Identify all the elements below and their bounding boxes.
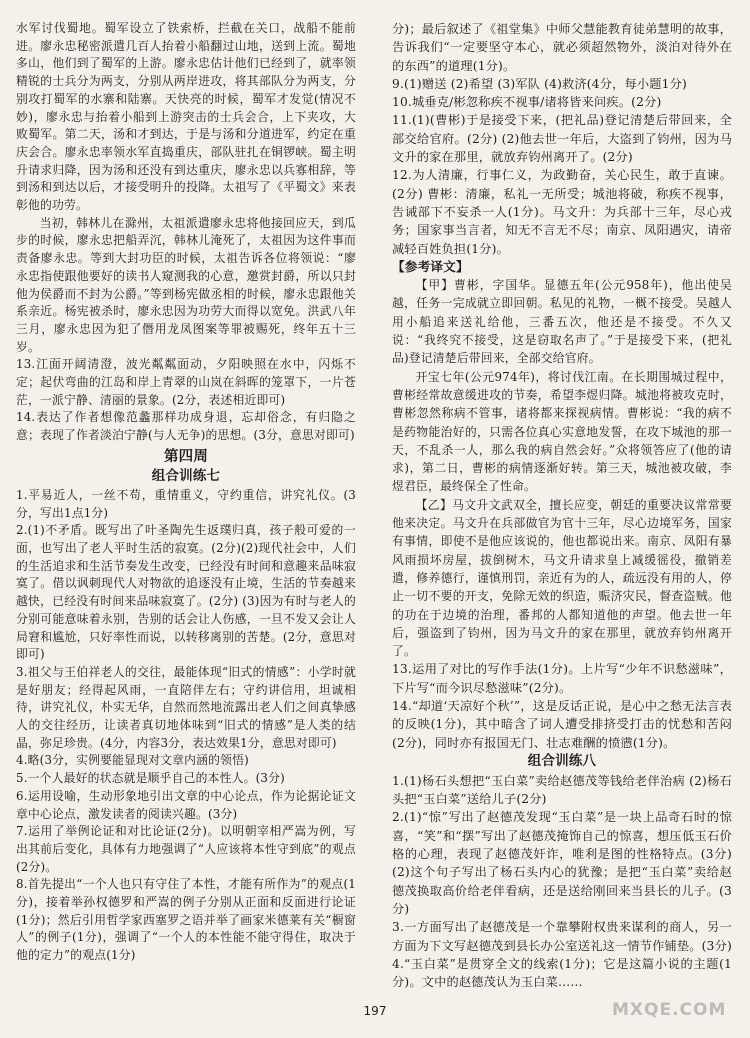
- translation-paragraph: 水军讨伐蜀地。蜀军设立了铁索桥，拦截在关口，战船不能前进。廖永忠秘密派遣几百人抬着小船翻过山地，送到上流。蜀地多山，他们到了蜀军的上游。廖永忠估计他们已经到了，就率领精锐的士兵分为两支，分别从两岸进攻，将其部队分为两支，分别攻打蜀军的水寨和陆寨。天快亮的时候，蜀军才发觉(情况不妙)，廖永忠与抬着小船到上游突击的士兵会合，上下夹攻，大败蜀军。第二天，汤和才到达，于是与汤和分道进军，约定在重庆会合。廖永忠率领水军直捣重庆，部队驻扎在铜锣峡。蜀主明升请求归降，因为汤和还没有到达重庆，廖永忠以兵寡相辞，等到汤和到达以后，才接受明升的投降。太祖写了《平蜀文》来表彰他的功劳。: [16, 21, 356, 213]
- answer-1: 1.平易近人，一丝不苟，重情重义，守约重信，讲究礼仪。(3分，写出1点1分): [16, 487, 356, 520]
- training-set-heading: 组合训练七: [151, 467, 221, 484]
- page-number: 197: [363, 1004, 387, 1018]
- translation-paragraph: 当初，韩林儿在滁州，太祖派遣廖永忠将他接回应天，到瓜步的时候，廖永忠把船弄沉，韩林儿淹死了，太祖因为这件事而责备廖永忠。等到大封功臣的时候，太祖告诉各位将领说：“廖永忠指使跟他要好的读书人窥测我的心意，邀赏封爵，所以只封他为侯爵而不封为公爵。”等到杨宪做丞相的时候，廖永忠跟他关系亲近。杨宪被杀时，廖永忠因为功劳大而得以宽免。洪武八年三月，廖永忠因为犯了僭用龙凤图案等罪被赐死，终年五十三岁。: [16, 215, 356, 354]
- answer-13: 13.江面开阔清澄，波光粼粼面动，夕阳映照在水中，闪烁不定；起伏弯曲的江岛和岸上青翠的山岚在斜晖的笼罩下，一片苍茫，一派宁静、清丽的景象。(2分，表述相近即可): [16, 357, 356, 407]
- training-set-heading: 组合训练八: [527, 752, 597, 769]
- answer-14: 14.表达了作者想像范蠡那样功成身退，忘却俗念，有归隐之意；表现了作者淡泊宁静(与人无争)的思想。(3分，意思对即可): [16, 410, 356, 443]
- answer-5: 5.一个人最好的状态就是顺乎自己的本性人。(3分): [16, 771, 285, 786]
- answer-12: 12.为人清廉，行事仁义，为政勤奋，关心民生，敢于直谏。(2分) 曹彬：清廉，私礼一无所受；城池将破，称疾不视事，告诫部下不妄杀一人(1分)。马文升：为兵部十三年，尽心戎务；国家事当言者，知无不言无不尽；南京、凤阳遇灾，请帝减轻百姓负担(1分)。: [392, 168, 732, 256]
- answer-8: 8.首先提出“一个人也只有守住了本性，才能有所作为”的观点(1分)，接着举孙权德罗和严嵩的例子分别从正面和反面进行论证(1分)；然后引用哲学家西塞罗之语并举了画家米德莱有关“橱窗人”的例子(1分)，强调了“一个人的本性能不能守得住，取决于他的定力”的观点(1分): [16, 877, 356, 963]
- answer-13: 13.运用了对比的写作手法(1分)。上片写“少年不识愁滋味”，下片写“而今识尽愁滋味”(2分)。: [392, 662, 732, 695]
- answer-9: 9.(1)赠送 (2)希望 (3)军队 (4)救济(4分，每小题1分): [392, 76, 687, 91]
- translation-paragraph: 开宝七年(公元974年)，将讨伐江南。在长期围城过程中，曹彬经常故意缓进攻的节奏，希望李煜归降。城池将被攻克时，曹彬忽然称病不管事，诸将都来探视病情。曹彬说：“我的病不是药物能治好的，只需各位真心实意地发誓，在攻下城池的那一天，不乱杀一人，那么我的病自然会好。”众将领答应了(他的请求)，第二日，曹彬的病情逐渐好转。第三天，城池被攻破，李煜君臣，最终保全了性命。: [392, 369, 732, 494]
- translation-paragraph: 【乙】马文升文武双全，擅长应变，朝廷的重要决议常常要他来决定。马文升在兵部做官为官十三年，尽心边境军务，国家有事情，即使不是他应该说的，他也都说出来。南京、凤阳有暴风雨损坏房屋，拔倒树木，马文升请求皇上减缓徭役，撤销差遣，修养德行，谨慎刑罚，亲近有为的人，疏远没有用的人，停止一切不要的开支，免除无效的织造，赈济灾民，督查盗贼。他的功在于边境的治理，番邦的人都知道他的声望。他去世一年后，强盗到了钧州，因为马文升的家在那里，就放弃钧州离开了。: [392, 497, 732, 659]
- answer-14: 14.“却道‘天凉好个秋’”，这是反话正说，是心中之愁无法言表的反映(1分)，其中暗含了词人遭受排挤受打击的忧愁和苦闷(2分)，同时亦有报国无门、壮志难酬的愤懑(1分)。: [392, 698, 732, 750]
- answer-11: 11.(1)(曹彬)于是接受下来，(把礼品)登记清楚后带回来，全部交给官府。(2分) (2)他去世一年后，大盗到了钧州，因为马文升的家在那里，就放弃钧州离开了。(2分): [392, 113, 732, 165]
- answer-2: 2.(1)不矛盾。既写出了叶圣陶先生返璞归真，孩子般可爱的一面，也写出了老人平时生活的寂寞。(2分)(2)现代社会中，人们的生活追求和生活节奏发生改变，已经没有时间和意趣来品味寂寞了。借以讽刺现代人对物欲的追逐没有止境，生活的节奏越来越快，已经没有时间来品味寂寞了。(2分) (3)因为有时与老人的分别可能意味着永别，告别的话会让人伤感，一旦不发又会让人局窘和尴尬，只好率性而说，以转移离别的苦楚。(2分，意思对即可): [16, 523, 356, 662]
- answer-2: 2.(1)“惊”写出了赵德茂发现“玉白菜”是一块上品奇石时的惊喜，“笑”和“摆”写出了赵德茂掩饰自己的惊喜，想压低玉石价格的心理，表现了赵德茂奸诈，唯利是图的性格特点。(3分) (2)这个句子写出了杨石头内心的犹豫；是把“玉白菜”卖给赵德茂换取高价给老伴看病，还是送给刚回来当县长的儿子。(3分): [392, 810, 732, 916]
- answer-10: 10.城垂克/彬忽称疾不视事/诸将皆来问疾。(2分): [392, 95, 662, 110]
- right-column: [392, 20, 732, 991]
- translation-paragraph: 【甲】曹彬，字国华。显德五年(公元958年)，他出使吴越，任务一完成就立即回朝。私见的礼物，一概不接受。吴越人用小船追来送礼给他，三番五次，他还是不接受。不久又说：“我终究不接受，这是窃取名声了。”于是接受下来，(把礼品)登记清楚后带回来，全部交给官府。: [392, 278, 732, 366]
- answer-8-continued: 分)；最后叙述了《祖堂集》中师父慧能教育徒弟慧明的故事，告诉我们“一定要坚守本心，就必须超然物外，淡泊对待外在的东西”的道理(1分)。: [392, 22, 732, 73]
- reference-translation-heading: 【参考译文】: [392, 258, 469, 274]
- answer-1: 1.(1)杨石头想把“玉白菜”卖给赵德茂等钱给老伴治病 (2)杨石头把“玉白菜”送给儿子(2分): [392, 773, 732, 807]
- left-column: [16, 20, 356, 965]
- answer-3: 3.祖父与王伯祥老人的交往，最能体现“旧式的情感”：小学时就是好朋友；经得起风雨，一直陪伴左右；守约讲信用，坦诚相待，讲究礼仪，朴实无华，自然而然地流露出老人们之间真挚感人的交往经历，让读者真切地体味到“旧式的情感”是人类的结晶，弥足珍贵。(4分，内容3分，表达效果1分，意思对即可): [16, 664, 356, 750]
- answer-6: 6.运用设喻，生动形象地引出文章的中心论点，作为论据论证文章中心论点，激发读者的阅读兴趣。(3分): [16, 788, 356, 821]
- watermark: MXQE.COM: [612, 1000, 727, 1020]
- answer-3: 3.一方面写出了赵德茂是一个靠攀附权贵来谋利的商人，另一方面为下文写赵德茂到县长办公室送礼这一情节作铺垫。(3分): [392, 920, 732, 953]
- answer-4: 4.略(3分，实例要能显现对文章内涵的领悟): [16, 753, 249, 768]
- answer-7: 7.运用了举例论证和对比论证(2分)。以明朝宰相严嵩为例，写出其前后变化，具体有力地强调了“人应该将本性守到底”的观点(2分)。: [16, 824, 356, 874]
- answer-4: 4.“玉白菜”是贯穿全文的线索(1分)；它是这篇小说的主题(1分)。文中的赵德茂认为玉白菜……: [392, 956, 732, 990]
- week-heading: 第四周: [163, 448, 209, 465]
